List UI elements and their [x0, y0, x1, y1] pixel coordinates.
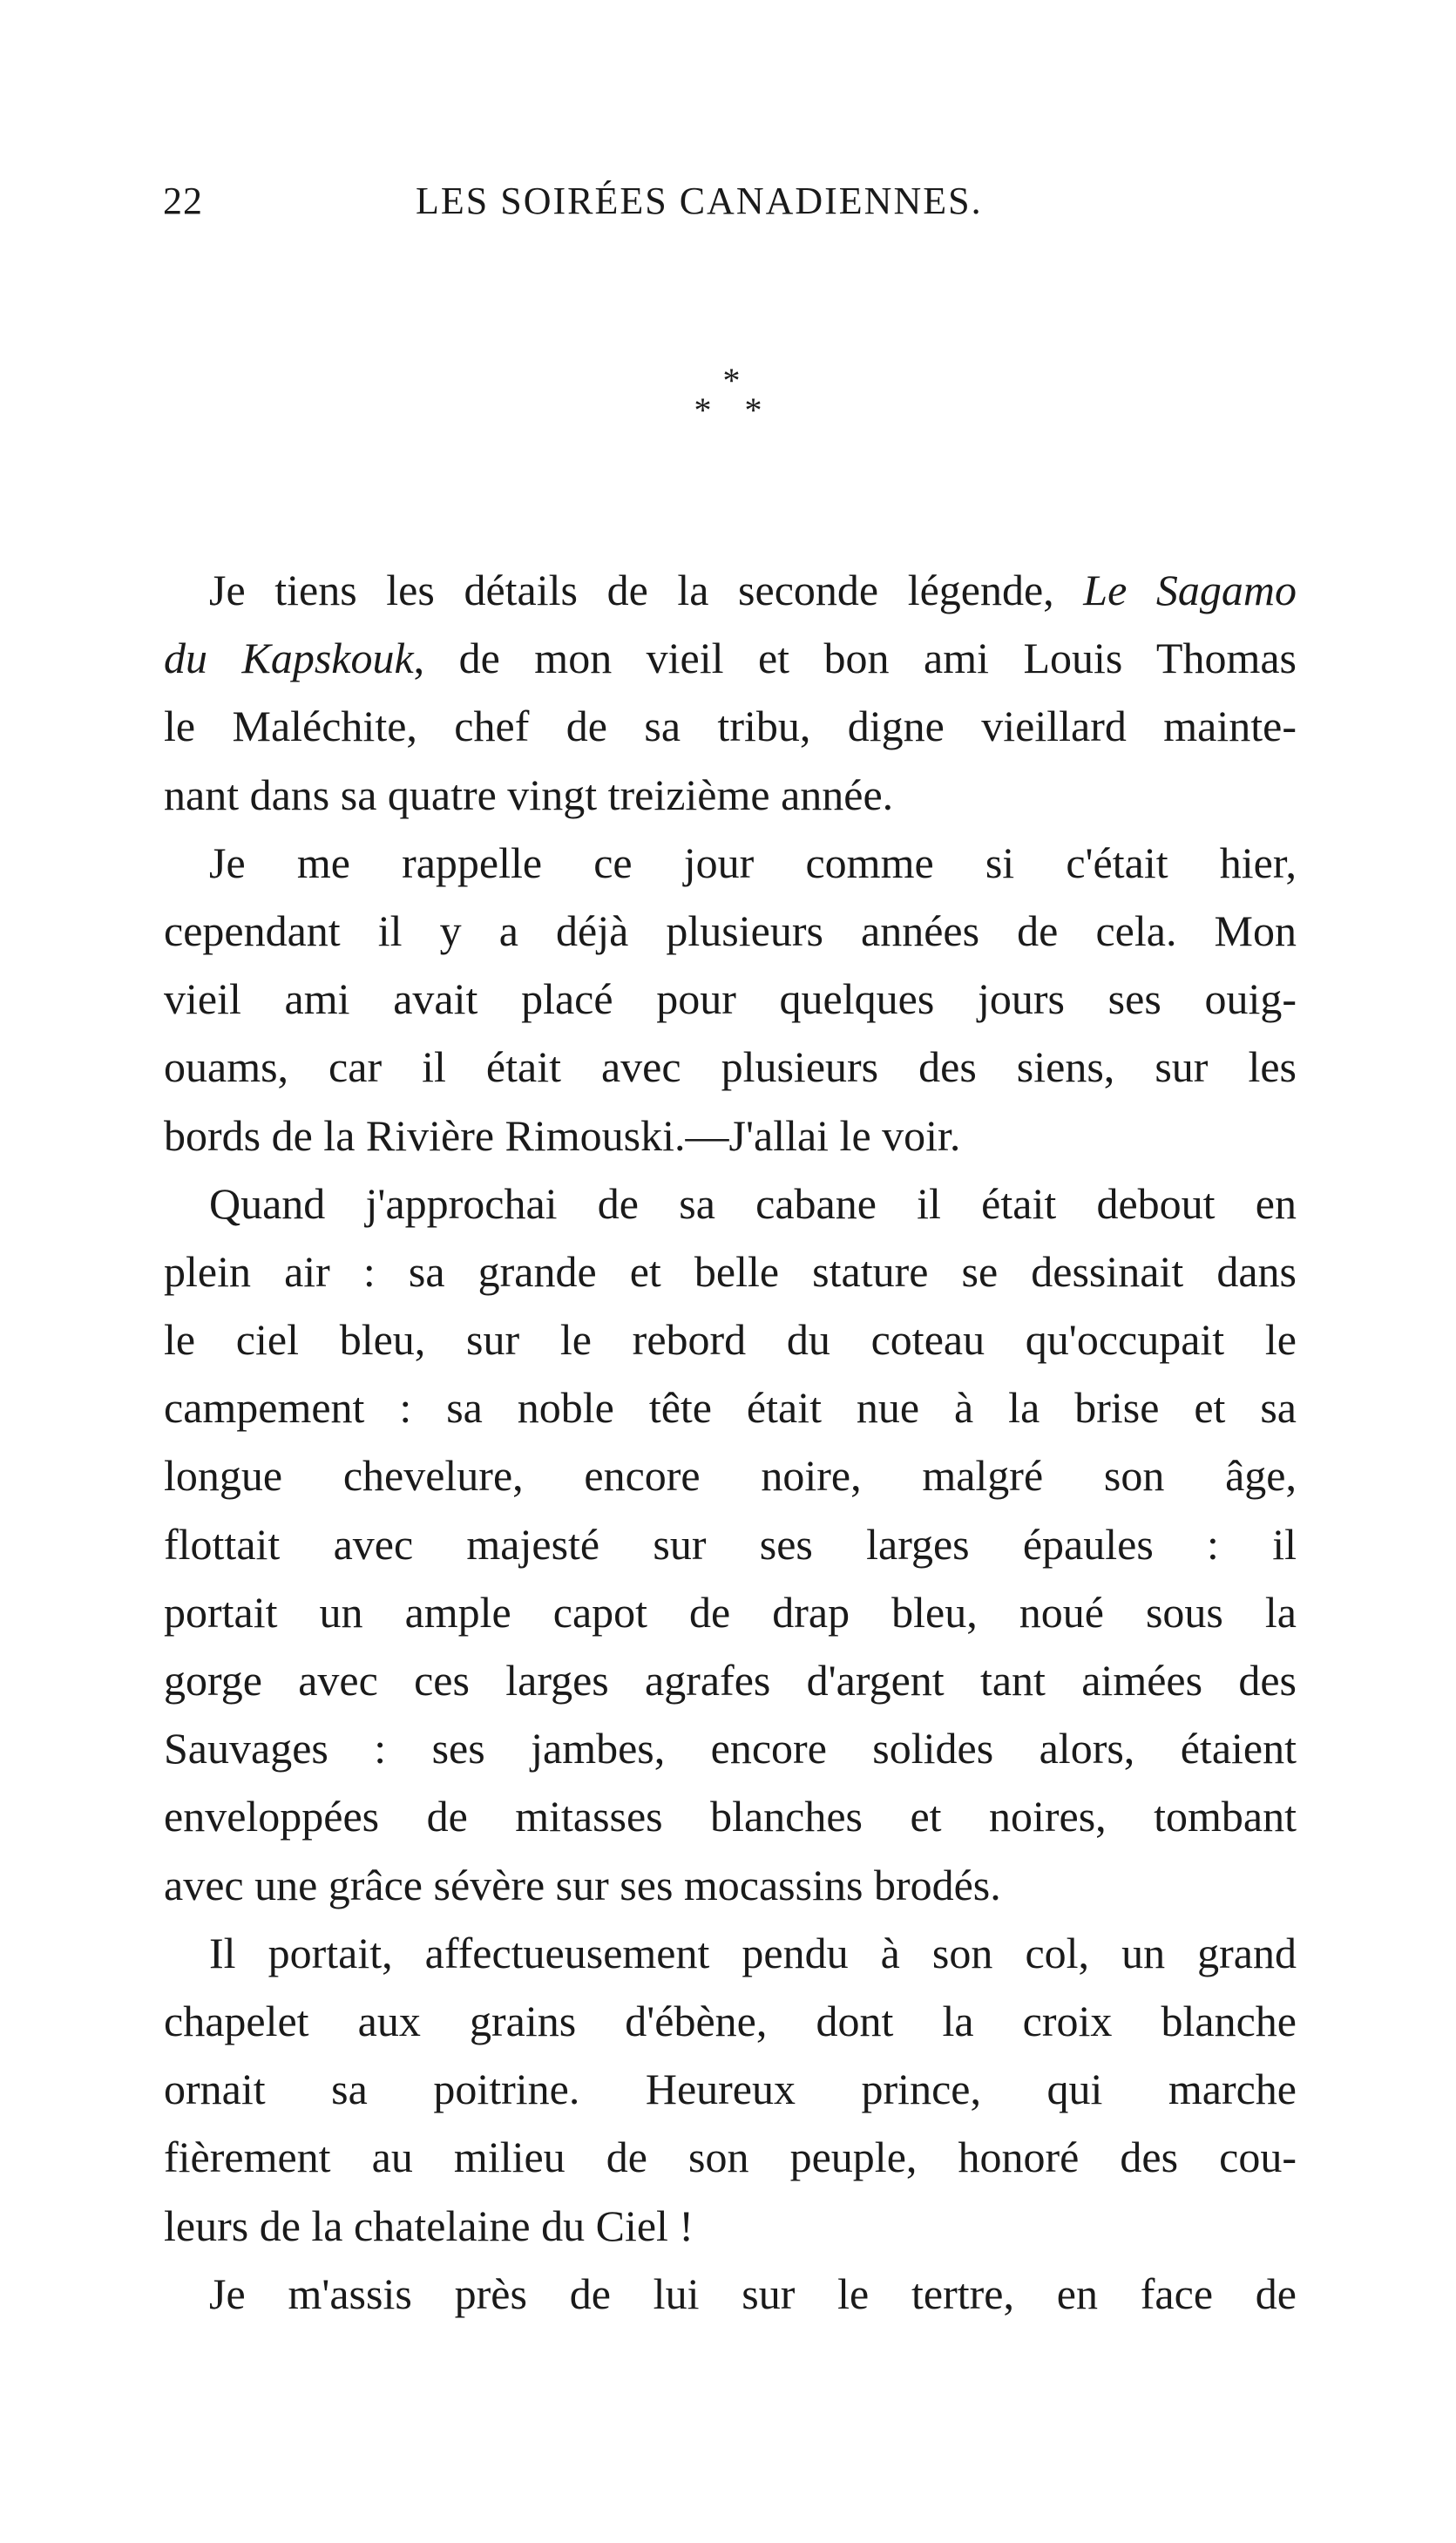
text-run: Je me rappelle ce jour comme si c'était hier, — [209, 837, 1297, 887]
running-head — [163, 179, 1322, 231]
text-line — [164, 829, 1297, 897]
text-run: bords de la Rivière Rimouski.—J'allai le voir. — [164, 1110, 961, 1160]
text-line — [164, 2260, 1297, 2328]
asterism-star-right: * — [744, 390, 762, 430]
text-run: portait un ample capot de drap bleu, noué sous la — [164, 1587, 1297, 1637]
text-run: plein air : sa grande et belle stature se dessinait dans — [164, 1246, 1297, 1296]
paragraph — [164, 556, 1297, 829]
text-line — [164, 897, 1297, 965]
text-run: le ciel bleu, sur le rebord du coteau qu'occupait le — [164, 1315, 1297, 1365]
text-run: ornait sa poitrine. Heureux prince, qui marche — [164, 2065, 1297, 2114]
paragraph — [164, 2260, 1297, 2328]
paragraph — [164, 1919, 1297, 2260]
text-line — [164, 1919, 1297, 1987]
asterism-section-break — [0, 361, 1456, 430]
text-run: Il portait, affectueusement pendu à son col, un grand — [209, 1928, 1297, 1977]
text-line — [164, 1170, 1297, 1238]
text-line — [164, 1373, 1297, 1441]
text-line — [164, 2123, 1297, 2191]
italic-title-run: Le Sagamo — [1083, 566, 1297, 614]
text-run: vieil ami avait placé pour quelques jours ses ouig- — [164, 974, 1297, 1024]
page-number: 22 — [163, 180, 203, 222]
text-run: le Maléchite, chef de sa tribu, digne vieillard mainte- — [164, 702, 1297, 751]
text-run: cependant il y a déjà plusieurs années de cela. Mon — [164, 905, 1297, 955]
text-line — [164, 1578, 1297, 1646]
text-run: fièrement au milieu de son peuple, honoré des cou- — [164, 2133, 1297, 2182]
text-line — [164, 2055, 1297, 2123]
text-run: flottait avec majesté sur ses larges épaules : il — [164, 1519, 1297, 1569]
paragraph — [164, 1170, 1297, 1919]
italic-title-run: du Kapskouk — [164, 634, 414, 683]
text-run: Je tiens les détails de la seconde légende, — [209, 566, 1084, 614]
text-line — [164, 1102, 1297, 1170]
text-run: chapelet aux grains d'ébène, dont la croix blanche — [164, 1996, 1297, 2045]
text-run: campement : sa noble tête était nue à la brise et sa — [164, 1383, 1297, 1433]
text-run: Je m'assis près de lui sur le tertre, en face de — [209, 2268, 1297, 2318]
body-text — [164, 556, 1297, 2328]
text-line — [164, 1851, 1297, 1919]
text-run: , de mon vieil et bon ami Louis Thomas — [413, 634, 1297, 683]
text-line — [164, 965, 1297, 1033]
text-line — [164, 1714, 1297, 1782]
text-line — [164, 1033, 1297, 1101]
text-run: longue chevelure, encore noire, malgré son âge, — [164, 1451, 1297, 1501]
text-line — [164, 556, 1297, 624]
text-line — [164, 1782, 1297, 1850]
text-line — [164, 1987, 1297, 2055]
text-run: avec une grâce sévère sur ses mocassins brodés. — [164, 1860, 1001, 1909]
text-line — [164, 1441, 1297, 1509]
text-line — [164, 1238, 1297, 1305]
text-run: ouams, car il était avec plusieurs des siens, sur les — [164, 1042, 1297, 1092]
text-run: enveloppées de mitasses blanches et noires, tombant — [164, 1792, 1297, 1841]
text-run: leurs de la chatelaine du Ciel ! — [164, 2201, 694, 2250]
text-run: gorge avec ces larges agrafes d'argent tant aimées des — [164, 1656, 1297, 1705]
text-line — [164, 1646, 1297, 1714]
text-run: nant dans sa quatre vingt treizième année. — [164, 770, 894, 819]
text-run: Sauvages : ses jambes, encore solides alors, étaient — [164, 1724, 1297, 1773]
paragraph — [164, 829, 1297, 1170]
text-run: Quand j'approchai de sa cabane il était debout en — [209, 1178, 1297, 1228]
text-line — [164, 761, 1297, 829]
text-line — [164, 2192, 1297, 2260]
asterism-star-top: * — [722, 361, 741, 400]
asterism-star-left: * — [694, 390, 712, 430]
text-line — [164, 692, 1297, 760]
text-line — [164, 1510, 1297, 1578]
text-line — [164, 624, 1297, 692]
book-title: LES SOIRÉES CANADIENNES. — [416, 180, 983, 222]
text-line — [164, 1305, 1297, 1373]
